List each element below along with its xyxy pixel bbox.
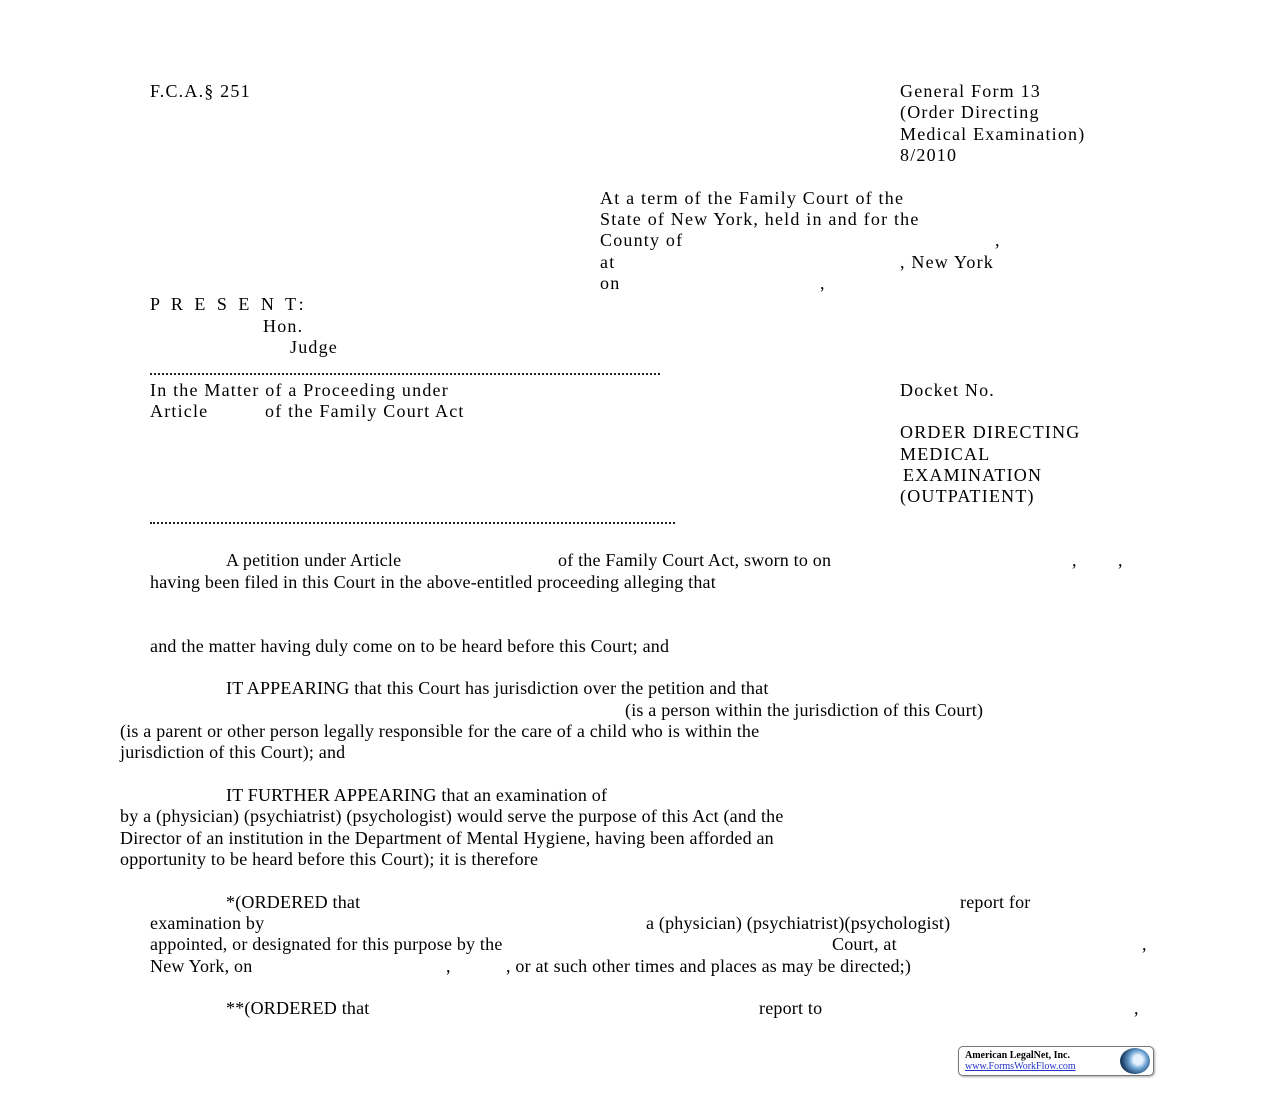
petition-filed-text: having been filed in this Court in the above-entitled proceeding alleging that	[150, 572, 716, 592]
at-state-suffix: , New York	[900, 252, 995, 272]
ordered-2-report-to: report to	[759, 998, 823, 1018]
county-label: County of	[600, 230, 684, 250]
petition-sworn-text: of the Family Court Act, sworn to on	[558, 550, 832, 570]
ordered-1-other-times: , or at such other times and places as may be directed;)	[506, 956, 912, 976]
caption-divider-top	[150, 373, 660, 377]
badge-company-name: American LegalNet, Inc.	[965, 1050, 1070, 1061]
form-title-line1: (Order Directing	[900, 102, 1040, 122]
at-label: at	[600, 252, 616, 272]
ordered-2-label: **(ORDERED that	[226, 998, 370, 1018]
present-label: P R E S E N T:	[150, 294, 308, 314]
order-title-line1: ORDER DIRECTING	[900, 422, 1081, 442]
ordered-1-examination-by: examination by	[150, 913, 265, 933]
on-comma: ,	[820, 273, 825, 293]
petition-date-comma-1: ,	[1072, 550, 1077, 570]
order-title-line2: MEDICAL	[900, 444, 991, 464]
matter-article-label: Article	[150, 401, 209, 421]
ordered-1-label: *(ORDERED that	[226, 892, 361, 912]
docket-number-label: Docket No.	[900, 380, 995, 400]
american-legalnet-badge[interactable]	[958, 1046, 1154, 1076]
order-title-line4: (OUTPATIENT)	[900, 486, 1035, 506]
ordered-2-comma: ,	[1134, 998, 1139, 1018]
ordered-1-appointed-text: appointed, or designated for this purpose by the	[150, 934, 503, 954]
statute-reference: F.C.A.§ 251	[150, 81, 251, 101]
form-revision-date: 8/2010	[900, 145, 958, 165]
on-label: on	[600, 273, 621, 293]
further-appearing-line1: IT FURTHER APPEARING that an examination of	[226, 785, 608, 805]
matter-line2: of the Family Court Act	[265, 401, 465, 421]
globe-logo-icon	[1120, 1048, 1150, 1074]
ordered-1-report-for: report for	[960, 892, 1031, 912]
badge-url-link[interactable]: www.FormsWorkFlow.com	[965, 1061, 1076, 1072]
order-title-line3: EXAMINATION	[903, 465, 1043, 485]
form-title-line2: Medical Examination)	[900, 124, 1086, 144]
petition-article-text: A petition under Article	[226, 550, 402, 570]
form-number: General Form 13	[900, 81, 1041, 101]
court-term-line1: At a term of the Family Court of the	[600, 188, 905, 208]
ordered-1-new-york-on: New York, on	[150, 956, 253, 976]
it-appearing-line2: (is a person within the jurisdiction of this Court)	[625, 700, 984, 720]
caption-divider-bottom	[150, 522, 675, 526]
further-appearing-line3: Director of an institution in the Department of Mental Hygiene, having been afforded an	[120, 828, 774, 848]
matter-line1: In the Matter of a Proceeding under	[150, 380, 449, 400]
ordered-1-date-comma: ,	[446, 956, 451, 976]
ordered-1-location-comma: ,	[1142, 934, 1147, 954]
ordered-1-court-at: Court, at	[832, 934, 897, 954]
county-comma: ,	[995, 230, 1000, 250]
matter-heard-text: and the matter having duly come on to be heard before this Court; and	[150, 636, 670, 656]
hon-label: Hon.	[263, 316, 304, 336]
it-appearing-line3: (is a parent or other person legally responsible for the care of a child who is within the	[120, 721, 760, 741]
petition-date-comma-2: ,	[1118, 550, 1123, 570]
ordered-1-examiner-types: a (physician) (psychiatrist)(psychologist)	[646, 913, 951, 933]
court-term-line2: State of New York, held in and for the	[600, 209, 920, 229]
further-appearing-line4: opportunity to be heard before this Court); it is therefore	[120, 849, 539, 869]
it-appearing-line1: IT APPEARING that this Court has jurisdiction over the petition and that	[226, 678, 769, 698]
further-appearing-line2: by a (physician) (psychiatrist) (psychologist) would serve the purpose of this Act (and the	[120, 806, 784, 826]
it-appearing-line4: jurisdiction of this Court); and	[120, 742, 346, 762]
judge-label: Judge	[290, 337, 338, 357]
